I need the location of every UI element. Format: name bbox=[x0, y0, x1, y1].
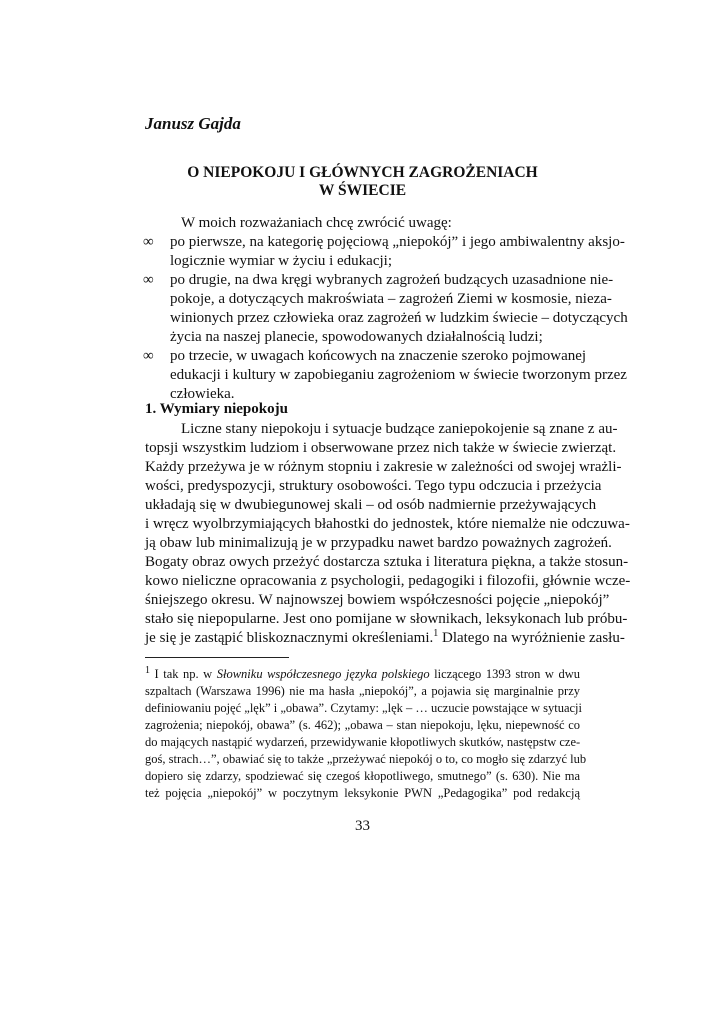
footnote-dictionary-title: Słowniku współczesnego języka polskiego bbox=[216, 667, 430, 681]
body-line-8: Bogaty obraz owych przeżyć dostarcza sztuka i literatura piękna, a także stosun- bbox=[145, 554, 629, 570]
body-line-6: i wręcz wyolbrzymiających błahostki do jednostek, które niemalże nie odczuwa- bbox=[145, 516, 630, 532]
footnote-separator bbox=[145, 657, 289, 658]
body-line-7: ją obaw lub minimalizują je w przypadku nawet bardzo poważnych zagrożeń. bbox=[145, 535, 612, 551]
body-line-1: Liczne stany niepokoju i sytuacje budzące zaniepokojenie są znane z au- bbox=[181, 421, 618, 437]
footnote-line-1-a: I tak np. w bbox=[150, 667, 217, 681]
bullet-3-line-1: po trzecie, w uwagach końcowych na znaczenie szeroko pojmowanej bbox=[170, 348, 587, 364]
intro-lead: W moich rozważaniach chcę zwrócić uwagę: bbox=[181, 215, 452, 231]
footnote-reference[interactable]: 1 bbox=[433, 628, 439, 639]
body-line-10: śniejszego okresu. W najnowszej bowiem współczesności pojęcie „niepokój” bbox=[145, 592, 610, 608]
footnote-line-8: też pojęcia „niepokój” w poczytnym leksykonie PWN „Pedagogika” pod redakcją bbox=[145, 786, 580, 800]
bullet-2-line-4: życia na naszej planecie, spowodowanych działalnością ludzi; bbox=[170, 329, 543, 345]
footnote-line-3: definiowaniu pojęć „lęk” i „obawa”. Czytamy: „lęk – … uczucie powstające w sytuacji bbox=[145, 701, 582, 715]
body-line-5: układają się w dwubiegunowej skali – od osób nadmiernie przeżywających bbox=[145, 497, 597, 513]
bullet-symbol-3: ∞ bbox=[143, 348, 154, 364]
page-number: 33 bbox=[355, 818, 370, 834]
body-line-3: Każdy przeżywa je w różnym stopniu i zakresie w zależności od swojej wrażli- bbox=[145, 459, 622, 475]
body-line-12-text: je się je zastąpić bliskoznacznymi określeniami. bbox=[145, 630, 434, 646]
body-line-12 bbox=[145, 628, 625, 648]
article-title-line-2: W ŚWIECIE bbox=[318, 182, 407, 199]
footnote-line-4: zagrożenia; niepokój, obawa” (s. 462); „obawa – stan niepokoju, lęku, niepewność co bbox=[145, 718, 580, 732]
body-line-11: stało się niepopularne. Jest ono pomijane w słownikach, leksykonach lub próbu- bbox=[145, 611, 628, 627]
bullet-symbol-2: ∞ bbox=[143, 272, 154, 288]
bullet-1-line-2: logicznie wymiar w życiu i edukacji; bbox=[170, 253, 393, 269]
footnote-line-6: goś, strach…”, obawiać się to także „przeżywać niepokój o to, co mogło się zdarzyć lub bbox=[145, 752, 587, 766]
body-line-9: kowo nieliczne opracowania z psychologii, pedagogiki i filozofii, głównie wcze- bbox=[145, 573, 631, 589]
footnote-line-7: dopiero się zdarzy, spodziewać się czegoś kłopotliwego, smutnego” (s. 630). Nie ma bbox=[145, 769, 580, 783]
body-line-2: topsji wszystkim ludziom i obserwowane przez nich także w świecie zwierząt. bbox=[145, 440, 617, 456]
bullet-2-line-3: winionych przez człowieka oraz zagrożeń w ludzkim świecie – dotyczących bbox=[170, 310, 628, 326]
bullet-3-line-2: edukacji i kultury w zapobieganiu zagrożeniom w świecie tworzonym przez bbox=[170, 367, 627, 383]
body-line-12-tail: Dlatego na wyróżnienie zasłu- bbox=[438, 630, 625, 646]
article-title-line-1: O NIEPOKOJU I GŁÓWNYCH ZAGROŻENIACH bbox=[187, 164, 538, 181]
footnote-line-5: do mających nastąpić wydarzeń, przewidywanie kłopotliwych skutków, następstw cze- bbox=[145, 735, 581, 749]
body-line-4: wości, predyspozycji, struktury osobowości. Tego typu odczucia i przeżycia bbox=[145, 478, 602, 494]
bullet-1-line-1: po pierwsze, na kategorię pojęciową „niepokój” i jego ambiwalentny aksjo- bbox=[170, 234, 625, 250]
bullet-2-line-1: po drugie, na dwa kręgi wybranych zagrożeń budzących uzasadnione nie- bbox=[170, 272, 614, 288]
footnote-line-1 bbox=[145, 666, 580, 682]
bullet-3-line-3: człowieka. bbox=[170, 386, 235, 402]
section-heading: 1. Wymiary niepokoju bbox=[145, 401, 288, 417]
footnote-line-2: szpaltach (Warszawa 1996) nie ma hasła „niepokój”, a pojawia się marginalnie przy bbox=[145, 684, 580, 698]
bullet-2-line-2: pokoje, a dotyczących makroświata – zagrożeń Ziemi w kosmosie, nieza- bbox=[170, 291, 612, 307]
author-name: Janusz Gajda bbox=[145, 114, 241, 133]
bullet-symbol-1: ∞ bbox=[143, 234, 154, 250]
footnote-mark: 1 bbox=[145, 664, 150, 676]
footnote-line-1-b: liczącego 1393 stron w dwu bbox=[429, 667, 580, 681]
